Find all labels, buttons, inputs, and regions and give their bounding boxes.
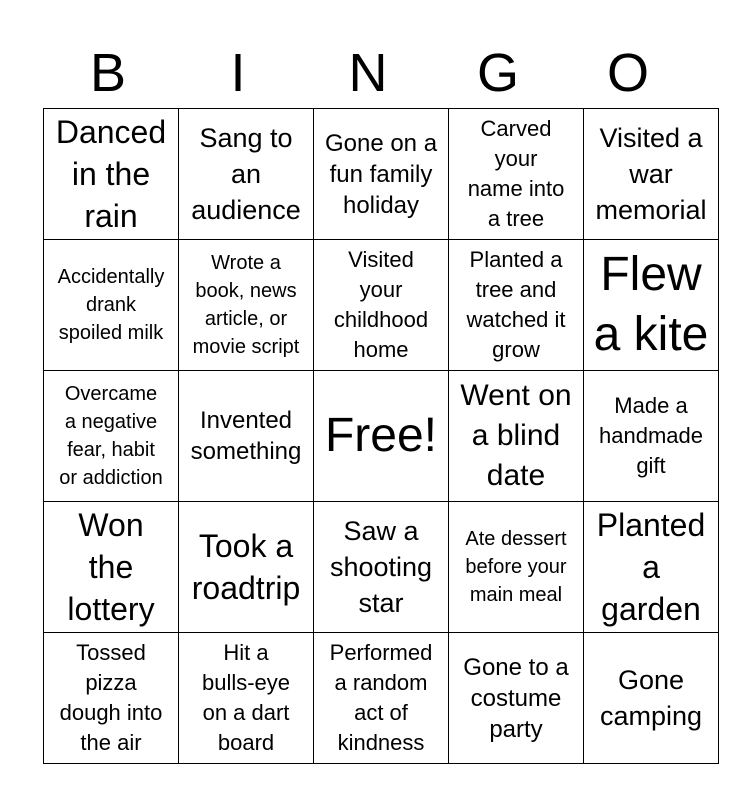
bingo-cell[interactable] bbox=[584, 109, 719, 240]
bingo-cell[interactable] bbox=[314, 502, 449, 633]
bingo-cell[interactable] bbox=[449, 502, 584, 633]
cell-text: Invented something bbox=[190, 407, 302, 465]
cell-text: Visited a war memorial bbox=[595, 123, 707, 225]
header-letter-g: G bbox=[476, 43, 519, 103]
cell-text: Gone to a costume party bbox=[463, 653, 569, 743]
bingo-cell[interactable] bbox=[179, 109, 314, 240]
bingo-cell[interactable] bbox=[584, 633, 719, 764]
bingo-cell[interactable] bbox=[314, 240, 449, 371]
cell-text: Planted a tree and watched it grow bbox=[466, 247, 566, 362]
cell-text: Hit a bulls-eye on a dart board bbox=[201, 640, 291, 755]
cell-text: Carved your name into a tree bbox=[467, 116, 565, 231]
bingo-cell[interactable] bbox=[179, 240, 314, 371]
board-row bbox=[44, 109, 719, 240]
cell-text: Wrote a book, news article, or movie script bbox=[192, 252, 300, 358]
cell-text: Accidentally drank spoiled milk bbox=[57, 266, 165, 344]
bingo-cell[interactable] bbox=[44, 240, 179, 371]
bingo-cell[interactable] bbox=[449, 633, 584, 764]
bingo-cell[interactable] bbox=[314, 633, 449, 764]
header-letter-n: N bbox=[348, 43, 388, 103]
cell-text: Gone camping bbox=[599, 665, 703, 731]
bingo-cell[interactable] bbox=[44, 109, 179, 240]
header-letter-o: O bbox=[606, 43, 649, 103]
board-row bbox=[44, 633, 719, 764]
cell-text: Danced in the rain bbox=[55, 114, 167, 234]
bingo-cell[interactable] bbox=[314, 109, 449, 240]
bingo-header bbox=[43, 38, 693, 108]
bingo-cell[interactable] bbox=[179, 502, 314, 633]
free-space-cell[interactable] bbox=[314, 371, 449, 502]
bingo-cell[interactable] bbox=[584, 240, 719, 371]
cell-text: Tossed pizza dough into the air bbox=[59, 640, 163, 755]
cell-text: Performed a random act of kindness bbox=[329, 640, 433, 755]
bingo-cell[interactable] bbox=[44, 502, 179, 633]
cell-text: Took a roadtrip bbox=[191, 528, 301, 606]
board-row bbox=[44, 502, 719, 633]
cell-text: Visited your childhood home bbox=[333, 247, 429, 362]
cell-text: Gone on a fun family holiday bbox=[324, 129, 438, 219]
board-row bbox=[44, 371, 719, 502]
header-letter-i: I bbox=[230, 43, 246, 103]
bingo-cell[interactable] bbox=[584, 502, 719, 633]
bingo-cell[interactable] bbox=[179, 633, 314, 764]
bingo-cell[interactable] bbox=[449, 371, 584, 502]
cell-text: Saw a shooting star bbox=[329, 516, 433, 618]
bingo-cell[interactable] bbox=[44, 633, 179, 764]
cell-text: Planted a garden bbox=[596, 507, 706, 627]
cell-text: Went on a blind date bbox=[460, 379, 572, 492]
bingo-cell[interactable] bbox=[449, 109, 584, 240]
free-space-text: Free! bbox=[324, 409, 438, 462]
board-row bbox=[44, 240, 719, 371]
cell-text: Sang to an audience bbox=[191, 123, 301, 225]
cell-text: Flew a kite bbox=[593, 248, 709, 361]
bingo-cell[interactable] bbox=[179, 371, 314, 502]
bingo-board bbox=[43, 108, 719, 764]
cell-text: Won the lottery bbox=[67, 507, 155, 627]
bingo-cell[interactable] bbox=[44, 371, 179, 502]
cell-text: Made a handmade gift bbox=[599, 393, 703, 478]
cell-text: Overcame a negative fear, habit or addiction bbox=[59, 383, 163, 489]
cell-text: Ate dessert before your main meal bbox=[465, 528, 567, 606]
bingo-cell[interactable] bbox=[584, 371, 719, 502]
bingo-cell[interactable] bbox=[449, 240, 584, 371]
header-letter-b: B bbox=[89, 43, 127, 103]
